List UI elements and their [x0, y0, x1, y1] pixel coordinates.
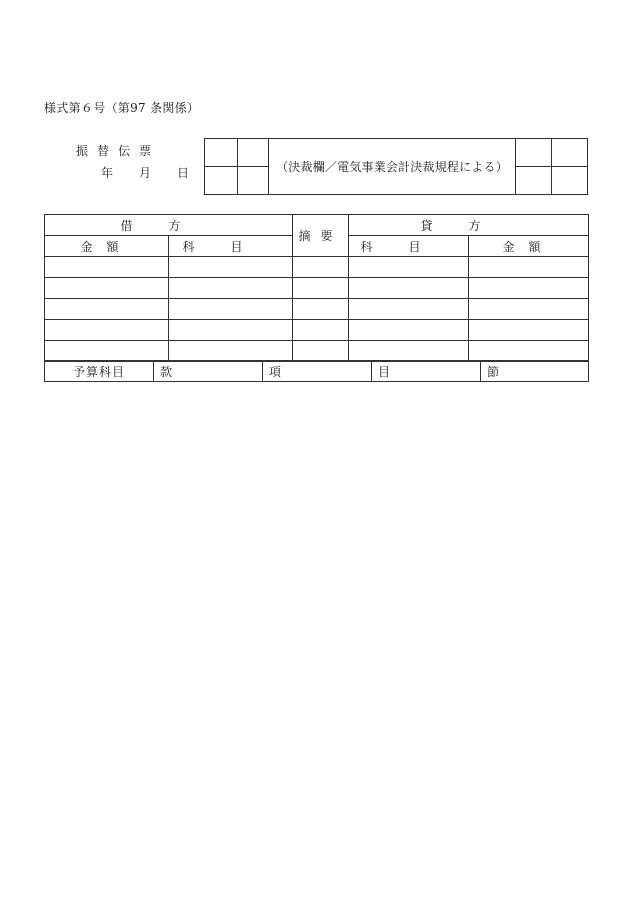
debit-amount-header: 金額: [45, 236, 169, 257]
budget-kan-field[interactable]: 款: [154, 361, 263, 382]
summary-cell[interactable]: [293, 257, 349, 278]
approval-box[interactable]: [552, 167, 588, 195]
date-month-label: 月: [139, 166, 152, 180]
summary-cell[interactable]: [293, 341, 349, 362]
credit-amount-cell[interactable]: [469, 299, 589, 320]
debit-amount-cell[interactable]: [45, 257, 169, 278]
slip-date: [101, 164, 215, 181]
table-row: [45, 278, 589, 299]
table-row: [45, 257, 589, 278]
debit-account-cell[interactable]: [169, 299, 293, 320]
credit-amount-cell[interactable]: [469, 257, 589, 278]
journal-ledger-table: [44, 214, 589, 362]
summary-cell[interactable]: [293, 320, 349, 341]
budget-account-label: 予算科目: [45, 361, 154, 382]
approval-box[interactable]: [238, 167, 269, 195]
budget-row: [45, 361, 589, 382]
summary-header: 摘要: [293, 215, 349, 257]
approval-note: （決裁欄／電気事業会計決裁規程による）: [269, 139, 516, 195]
credit-amount-cell[interactable]: [469, 320, 589, 341]
table-row: [45, 299, 589, 320]
date-year-label: 年: [101, 166, 114, 180]
approval-box[interactable]: [516, 167, 552, 195]
debit-account-cell[interactable]: [169, 320, 293, 341]
budget-kou-field[interactable]: 項: [263, 361, 372, 382]
slip-name: 振替伝票: [76, 144, 161, 158]
approval-stamp-table: [204, 138, 588, 195]
budget-setsu-field[interactable]: 節: [481, 361, 589, 382]
approval-box[interactable]: [552, 139, 588, 167]
debit-amount-cell[interactable]: [45, 299, 169, 320]
approval-box[interactable]: [205, 167, 238, 195]
debit-amount-cell[interactable]: [45, 341, 169, 362]
approval-box[interactable]: [205, 139, 238, 167]
debit-account-cell[interactable]: [169, 257, 293, 278]
debit-account-header: 科目: [169, 236, 293, 257]
budget-moku-field[interactable]: 目: [372, 361, 481, 382]
summary-cell[interactable]: [293, 299, 349, 320]
credit-account-cell[interactable]: [349, 278, 469, 299]
credit-header: 貸方: [349, 215, 589, 236]
credit-account-cell[interactable]: [349, 320, 469, 341]
budget-account-table: [44, 360, 589, 382]
approval-box[interactable]: [238, 139, 269, 167]
form-title: 様式第６号（第97 条関係）: [44, 101, 200, 115]
debit-account-cell[interactable]: [169, 341, 293, 362]
credit-amount-cell[interactable]: [469, 341, 589, 362]
date-day-label: 日: [177, 166, 190, 180]
ledger-header-row: [45, 215, 589, 236]
credit-account-cell[interactable]: [349, 257, 469, 278]
debit-amount-cell[interactable]: [45, 320, 169, 341]
credit-account-cell[interactable]: [349, 299, 469, 320]
credit-amount-cell[interactable]: [469, 278, 589, 299]
credit-account-cell[interactable]: [349, 341, 469, 362]
credit-account-header: 科目: [349, 236, 469, 257]
debit-account-cell[interactable]: [169, 278, 293, 299]
table-row: [45, 341, 589, 362]
debit-header: 借方: [45, 215, 293, 236]
credit-amount-header: 金額: [469, 236, 589, 257]
table-row: [45, 320, 589, 341]
approval-box[interactable]: [516, 139, 552, 167]
summary-cell[interactable]: [293, 278, 349, 299]
debit-amount-cell[interactable]: [45, 278, 169, 299]
